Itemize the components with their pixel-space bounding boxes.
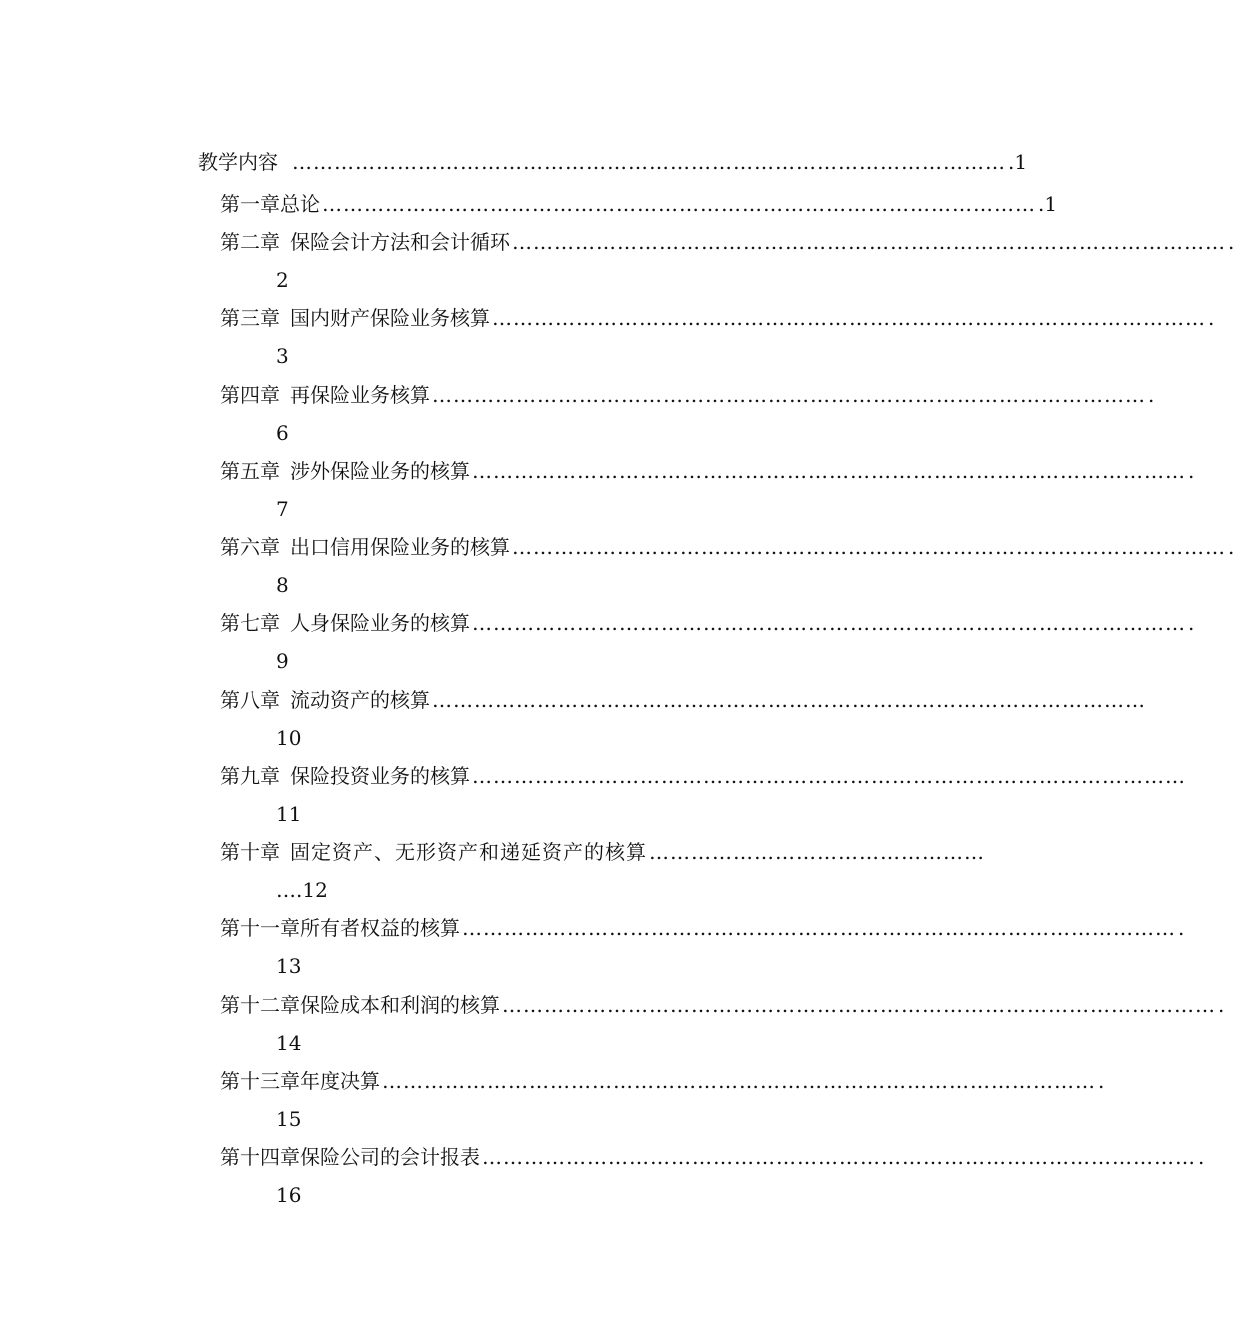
toc-page: 8 <box>276 573 289 597</box>
toc-page: 2 <box>276 268 289 292</box>
toc-page: 11 <box>276 802 302 826</box>
toc-page: 9 <box>276 649 289 673</box>
toc-entry-ch5[interactable] <box>220 459 1195 483</box>
toc-entry-ch13[interactable] <box>220 1069 1105 1093</box>
chapter-title: 固定资产、无形资产和递延资产的核算 <box>290 840 647 864</box>
leader-dots: ………………………………………… <box>649 840 985 864</box>
toc-page: 10 <box>276 726 302 750</box>
toc-dot: . <box>1178 916 1185 940</box>
leader-dots: ………………………………………………………………………………………… <box>432 383 1146 407</box>
toc-entry-ch12[interactable] <box>220 993 1225 1017</box>
toc-dot: . <box>1188 459 1195 483</box>
chapter-title: 保险公司的会计报表 <box>300 1145 480 1169</box>
chapter-title: 年度决算 <box>300 1069 380 1093</box>
chapter-title: 所有者权益的核算 <box>300 916 460 940</box>
toc-entry-ch7[interactable] <box>220 611 1195 635</box>
toc-dot: . <box>1218 993 1225 1017</box>
chapter-label: 第六章 <box>220 535 280 559</box>
chapter-title: 出口信用保险业务的核算 <box>290 535 510 559</box>
leader-dots: ………………………………………………………………………………………… <box>512 535 1226 559</box>
chapter-title: 保险成本和利润的核算 <box>300 993 500 1017</box>
chapter-label: 第一章 <box>220 192 280 216</box>
leader-dots: ………………………………………………………………………………………… <box>472 611 1186 635</box>
leader-dots: ………………………………………………………………………………………… <box>382 1069 1096 1093</box>
toc-dot: . <box>1208 306 1215 330</box>
toc-dot: . <box>1188 611 1195 635</box>
toc-entry-ch14[interactable] <box>220 1145 1205 1169</box>
chapter-label: 第七章 <box>220 611 280 635</box>
chapter-title: 再保险业务核算 <box>290 383 430 407</box>
chapter-title: 流动资产的核算 <box>290 688 430 712</box>
toc-entry-ch9[interactable] <box>220 764 1186 788</box>
toc-entry-ch1[interactable] <box>220 192 1058 216</box>
chapter-label: 第五章 <box>220 459 280 483</box>
leader-dots: ………………………………………………………………………………………… <box>432 688 1146 712</box>
leader-dots: ………………………………………………………………………………………… <box>492 306 1206 330</box>
chapter-label: 第十四章 <box>220 1145 300 1169</box>
toc-page: 14 <box>276 1031 302 1055</box>
toc-entry-ch6[interactable] <box>220 535 1234 559</box>
toc-entry-ch8[interactable] <box>220 688 1146 712</box>
toc-entry-ch2[interactable] <box>220 230 1234 254</box>
toc-entry-ch10[interactable] <box>220 840 985 864</box>
chapter-title: 保险投资业务的核算 <box>290 764 470 788</box>
toc-entry-ch11[interactable] <box>220 916 1185 940</box>
toc-title: 教学内容 <box>198 150 278 174</box>
chapter-label: 第九章 <box>220 764 280 788</box>
chapter-label: 第八章 <box>220 688 280 712</box>
chapter-label: 第十一章 <box>220 916 300 940</box>
toc-dot: . <box>1228 535 1234 559</box>
leader-dots: ………………………………………………………………………………………… <box>462 916 1176 940</box>
chapter-title: 人身保险业务的核算 <box>290 611 470 635</box>
leader-dots: ………………………………………………………………………………………… <box>322 192 1036 216</box>
chapter-label: 第三章 <box>220 306 280 330</box>
toc-entry-ch3[interactable] <box>220 306 1215 330</box>
toc-page: 7 <box>276 497 289 521</box>
chapter-title: 国内财产保险业务核算 <box>290 306 490 330</box>
leader-dots: ………………………………………………………………………………………… <box>482 1145 1196 1169</box>
chapter-label: 第十三章 <box>220 1069 300 1093</box>
chapter-title: 保险会计方法和会计循环 <box>290 230 510 254</box>
toc-page: 13 <box>276 954 302 978</box>
chapter-label: 第十二章 <box>220 993 300 1017</box>
chapter-label: 第二章 <box>220 230 280 254</box>
toc-page: 6 <box>276 421 289 445</box>
toc-dot: . <box>1198 1145 1205 1169</box>
toc-dot: . <box>1148 383 1155 407</box>
chapter-title: 总论 <box>280 192 320 216</box>
toc-page: .1 <box>1038 192 1058 216</box>
leader-dots: ………………………………………………………………………………………… <box>512 230 1226 254</box>
toc-entry-ch4[interactable] <box>220 383 1155 407</box>
leader-dots: ………………………………………………………………………………………… <box>292 150 1006 174</box>
chapter-title: 涉外保险业务的核算 <box>290 459 470 483</box>
chapter-label: 第四章 <box>220 383 280 407</box>
leader-dots: ………………………………………………………………………………………… <box>472 764 1186 788</box>
leader-dots: ………………………………………………………………………………………… <box>472 459 1186 483</box>
toc-page: .1 <box>1008 150 1028 174</box>
toc-page: 16 <box>276 1183 302 1207</box>
toc-page: 15 <box>276 1107 302 1131</box>
toc-dot: . <box>1228 230 1234 254</box>
chapter-label: 第十章 <box>220 840 280 864</box>
toc-entry-top[interactable] <box>198 150 1028 174</box>
toc-page: ….12 <box>276 878 328 902</box>
toc-page: 3 <box>276 344 289 368</box>
leader-dots: ………………………………………………………………………………………… <box>502 993 1216 1017</box>
toc-dot: . <box>1098 1069 1105 1093</box>
